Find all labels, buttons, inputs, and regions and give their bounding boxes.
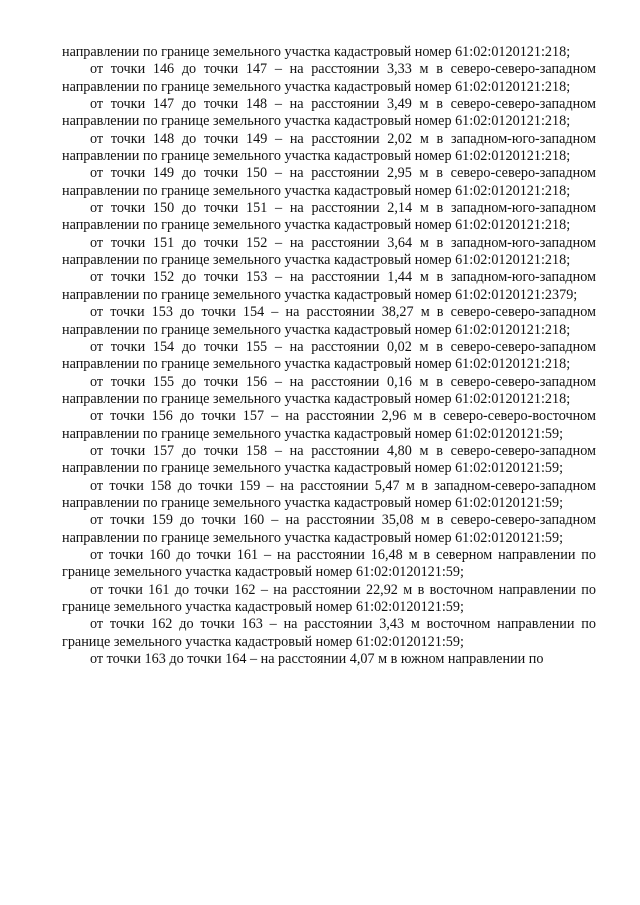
paragraph-continuation: направлении по границе земельного участка кадастровый номер 61:02:0120121:218; [62,44,571,60]
paragraph-segment-163-164: от точки 163 до точки 164 – на расстоянии 4,07 м в южном направлении по [90,651,544,668]
paragraph-segment-162-163: от точки 162 до точки 163 – на расстоянии 3,43 м восточном направлении по границе земельного участка кадастровый номер 61:02:0120121:59; [62,616,596,650]
paragraph-segment-154-155: от точки 154 до точки 155 – на расстоянии 0,02 м в северо-северо-западном направлении по границе земельного участка кадастровый номер 61:02:0120121:218; [62,338,596,373]
paragraph-segment-155-156: от точки 155 до точки 156 – на расстоянии 0,16 м в северо-северо-западном направлении по границе земельного участка кадастровый номер 61:02:0120121:218; [62,373,596,407]
paragraph-segment-147-148: от точки 147 до точки 148 – на расстоянии 3,49 м в северо-северо-западном направлении по границе земельного участка кадастровый номер 61:02:0120121:218; [62,96,596,130]
paragraph-segment-159-160: от точки 159 до точки 160 – на расстоянии 35,08 м в северо-северо-западном направлении по границе земельного участка кадастровый номер 61:02:0120121:59; [62,512,596,546]
paragraph-segment-146-147: от точки 146 до точки 147 – на расстоянии 3,33 м в северо-северо-западном направлении по границе земельного участка кадастровый номер 61:02:0120121:218; [62,61,596,95]
paragraph-segment-158-159: от точки 158 до точки 159 – на расстоянии 5,47 м в западном-северо-западном направлении по границе земельного участка кадастровый номер 61:02:0120121:59; [62,477,596,511]
paragraph-segment-149-150: от точки 149 до точки 150 – на расстоянии 2,95 м в северо-северо-западном направлении по границе земельного участка кадастровый номер 61:02:0120121:218; [62,165,596,199]
paragraph-segment-161-162: от точки 161 до точки 162 – на расстоянии 22,92 м в восточном направлении по границе земельного участка кадастровый номер 61:02:0120121:59; [62,581,596,615]
paragraph-segment-152-153: от точки 152 до точки 153 – на расстоянии 1,44 м в западном-юго-западном направлении по границе земельного участка кадастровый номер 61:02:0120121:2379; [62,269,596,303]
paragraph-segment-157-158: от точки 157 до точки 158 – на расстоянии 4,80 м в северо-северо-западном направлении по границе земельного участка кадастровый номер 61:02:0120121:59; [62,442,596,477]
paragraph-segment-151-152: от точки 151 до точки 152 – на расстоянии 3,64 м в западном-юго-западном направлении по границе земельного участка кадастровый номер 61:02:0120121:218; [62,234,596,269]
paragraph-segment-160-161: от точки 160 до точки 161 – на расстоянии 16,48 м в северном направлении по границе земельного участка кадастровый номер 61:02:0120121:59; [62,546,596,581]
paragraph-segment-156-157: от точки 156 до точки 157 – на расстоянии 2,96 м в северо-северо-восточном направлении по границе земельного участка кадастровый номер 61:02:0120121:59; [62,408,596,442]
paragraph-segment-153-154: от точки 153 до точки 154 – на расстоянии 38,27 м в северо-северо-западном направлении по границе земельного участка кадастровый номер 61:02:0120121:218; [62,304,596,338]
paragraph-segment-150-151: от точки 150 до точки 151 – на расстоянии 2,14 м в западном-юго-западном направлении по границе земельного участка кадастровый номер 61:02:0120121:218; [62,200,596,234]
paragraph-segment-148-149: от точки 148 до точки 149 – на расстоянии 2,02 м в западном-юго-западном направлении по границе земельного участка кадастровый номер 61:02:0120121:218; [62,130,596,165]
